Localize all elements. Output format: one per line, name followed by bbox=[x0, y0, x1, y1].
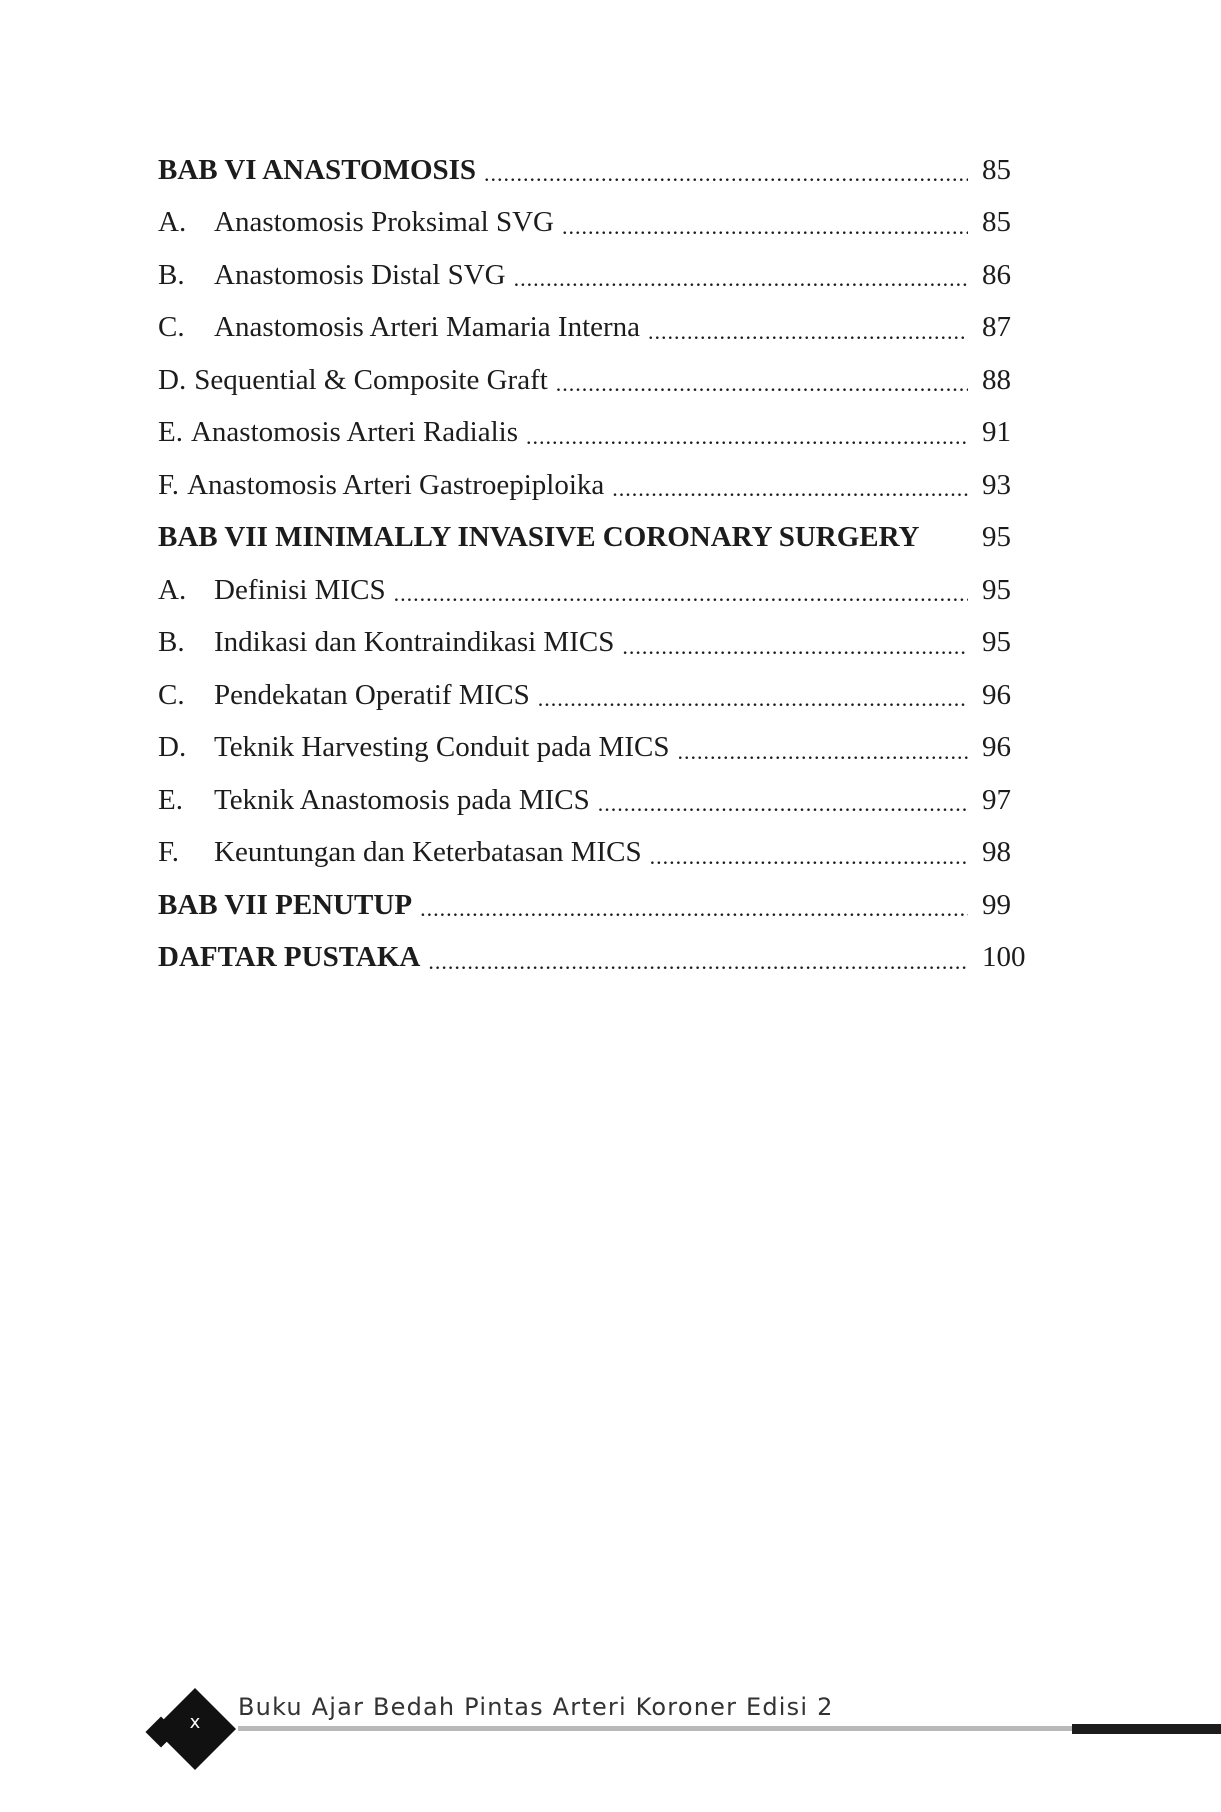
toc-row bbox=[158, 197, 1042, 250]
dot-leader bbox=[420, 896, 968, 922]
dot-leader bbox=[562, 214, 968, 240]
toc-title: Teknik Anastomosis pada MICS bbox=[214, 783, 590, 816]
toc-letter: A. bbox=[158, 206, 187, 239]
toc-title: Anastomosis Arteri Radialis bbox=[190, 416, 518, 449]
footer-page-number: x bbox=[189, 1712, 201, 1733]
footer-rule bbox=[238, 1726, 1078, 1731]
toc-letter: A. bbox=[158, 573, 187, 606]
dot-leader bbox=[648, 319, 968, 345]
footer-rule-accent bbox=[1072, 1724, 1221, 1734]
toc-page: 88 bbox=[982, 363, 1011, 396]
toc-page: 95 bbox=[982, 573, 1011, 606]
toc-row bbox=[158, 144, 1042, 197]
dot-leader bbox=[598, 791, 968, 817]
toc-letter: F. bbox=[158, 468, 180, 501]
toc-page: 87 bbox=[982, 311, 1011, 344]
toc-letter: D. bbox=[158, 731, 187, 764]
toc-letter: B. bbox=[158, 258, 185, 291]
toc-letter: E. bbox=[158, 783, 183, 816]
toc-title: Keuntungan dan Keterbatasan MICS bbox=[214, 836, 642, 869]
toc-letter: C. bbox=[158, 311, 185, 344]
toc-page: 95 bbox=[982, 626, 1011, 659]
toc-letter: B. bbox=[158, 626, 185, 659]
dot-leader bbox=[484, 161, 968, 187]
toc-page: 93 bbox=[982, 468, 1011, 501]
toc-letter: C. bbox=[158, 678, 185, 711]
toc-row bbox=[158, 722, 1042, 775]
toc-page: 96 bbox=[982, 678, 1011, 711]
toc-page: 91 bbox=[982, 416, 1011, 449]
toc-letter: D. bbox=[158, 363, 187, 396]
toc-letter: E. bbox=[158, 416, 183, 449]
dot-leader bbox=[538, 686, 968, 712]
toc-row bbox=[158, 879, 1042, 932]
dot-leader bbox=[394, 581, 968, 607]
toc-title: Teknik Harvesting Conduit pada MICS bbox=[214, 731, 670, 764]
toc-row bbox=[158, 617, 1042, 670]
toc-row bbox=[158, 669, 1042, 722]
dot-leader bbox=[612, 476, 968, 502]
toc-title: Sequential & Composite Graft bbox=[194, 363, 548, 396]
toc-title: Indikasi dan Kontraindikasi MICS bbox=[214, 626, 615, 659]
toc-page: 85 bbox=[982, 153, 1011, 186]
toc-page: 100 bbox=[982, 941, 1026, 974]
toc-page: 95 bbox=[982, 521, 1011, 554]
footer-book-title: Buku Ajar Bedah Pintas Arteri Koroner Edisi 2 bbox=[238, 1693, 834, 1721]
toc-title: Anastomosis Distal SVG bbox=[214, 258, 506, 291]
toc-row bbox=[158, 302, 1042, 355]
toc-title: Definisi MICS bbox=[214, 573, 386, 606]
toc-row bbox=[158, 249, 1042, 302]
toc-title: BAB VII PENUTUP bbox=[158, 888, 413, 921]
toc-letter: F. bbox=[158, 836, 180, 869]
toc-title: BAB VI ANASTOMOSIS bbox=[158, 153, 477, 186]
toc-title: DAFTAR PUSTAKA bbox=[158, 941, 421, 974]
dot-leader bbox=[556, 371, 968, 397]
toc-row bbox=[158, 512, 1042, 565]
toc-page: 99 bbox=[982, 888, 1011, 921]
dot-leader bbox=[514, 266, 968, 292]
toc-title: Anastomosis Proksimal SVG bbox=[214, 206, 554, 239]
dot-leader bbox=[526, 424, 968, 450]
toc-title: Anastomosis Arteri Gastroepiploika bbox=[187, 468, 605, 501]
dot-leader bbox=[622, 634, 968, 660]
toc-title: BAB VII MINIMALLY INVASIVE CORONARY SURGERY bbox=[158, 521, 920, 554]
toc-row bbox=[158, 459, 1042, 512]
toc-page: 97 bbox=[982, 783, 1011, 816]
dot-leader bbox=[677, 739, 968, 765]
toc-row bbox=[158, 827, 1042, 880]
toc-page: 98 bbox=[982, 836, 1011, 869]
toc-row bbox=[158, 564, 1042, 617]
toc-page: 86 bbox=[982, 258, 1011, 291]
table-of-contents bbox=[158, 144, 1042, 984]
dot-leader bbox=[428, 949, 968, 975]
toc-row bbox=[158, 774, 1042, 827]
toc-title: Anastomosis Arteri Mamaria Interna bbox=[214, 311, 641, 344]
toc-page: 96 bbox=[982, 731, 1011, 764]
toc-row bbox=[158, 407, 1042, 460]
toc-title: Pendekatan Operatif MICS bbox=[214, 678, 530, 711]
toc-row bbox=[158, 932, 1042, 985]
toc-row bbox=[158, 354, 1042, 407]
dot-leader bbox=[650, 844, 968, 870]
toc-page: 85 bbox=[982, 206, 1011, 239]
